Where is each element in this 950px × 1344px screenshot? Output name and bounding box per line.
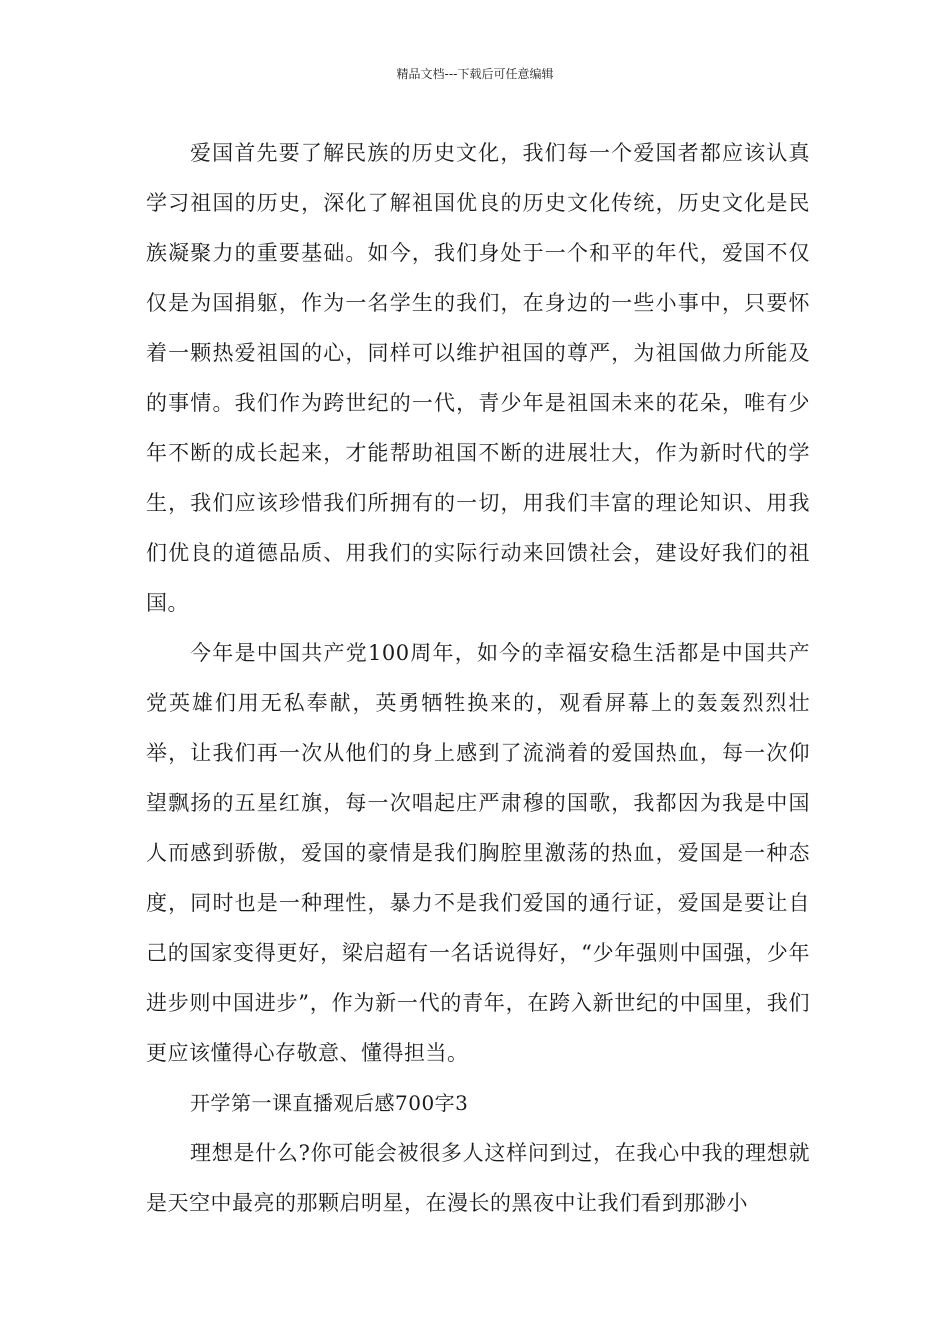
paragraph-3: 理想是什么?你可能会被很多人这样问到过，在我心中我的理想就是天空中最亮的那颗启明星，在漫长的黑夜中让我们看到那渺小 <box>146 1141 810 1215</box>
section-heading-3: 开学第一课直播观后感700字3 <box>190 1091 469 1115</box>
page-header: 精品文档---下载后可任意编辑 <box>396 67 554 81</box>
paragraph-1: 爱国首先要了解民族的历史文化，我们每一个爱国者都应该认真学习祖国的历史，深化了解祖国优良的历史文化传统，历史文化是民族凝聚力的重要基础。如今，我们身处于一个和平的年代，爱国不仅仅是为国捐躯，作为一名学生的我们，在身边的一些小事中，只要怀着一颗热爱祖国的心，同样可以维护祖国的尊严，为祖国做力所能及的事情。我们作为跨世纪的一代，青少年是祖国未来的花朵，唯有少年不断的成长起来，才能帮助祖国不断的进展壮大，作为新时代的学生，我们应该珍惜我们所拥有的一切，用我们丰富的理论知识、用我们优良的道德品质、用我们的实际行动来回馈社会，建设好我们的祖国。 <box>146 141 810 615</box>
document-body <box>146 128 810 1228</box>
paragraph-2: 今年是中国共产党100周年，如今的幸福安稳生活都是中国共产党英雄们用无私奉献，英勇牺牲换来的，观看屏幕上的轰轰烈烈壮举，让我们再一次从他们的身上感到了流淌着的爱国热血，每一次仰望飘扬的五星红旗，每一次唱起庄严肃穆的国歌，我都因为我是中国人而感到骄傲，爱国的豪情是我们胸腔里激荡的热血，爱国是一种态度，同时也是一种理性，暴力不是我们爱国的通行证，爱国是要让自己的国家变得更好，梁启超有一名话说得好，“少年强则中国强，少年进步则中国进步”，作为新一代的青年，在跨入新世纪的中国里，我们更应该懂得心存敬意、懂得担当。 <box>146 641 810 1065</box>
